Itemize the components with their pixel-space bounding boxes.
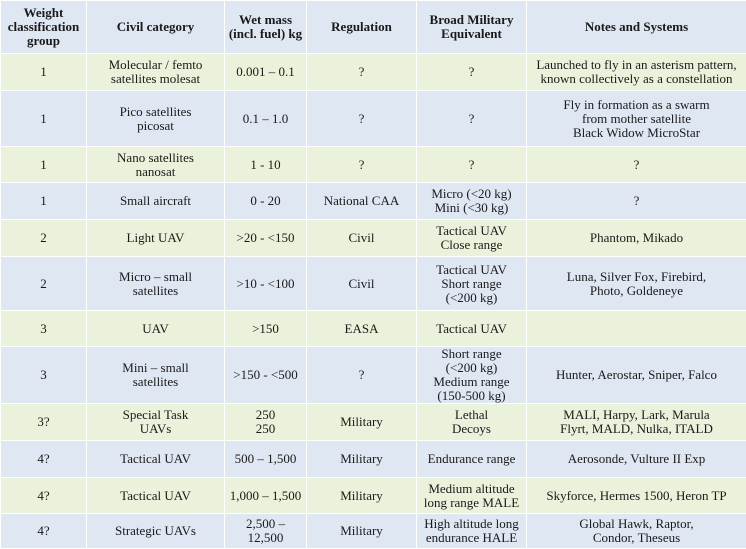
cell-military: Micro (<20 kg) Mini (<30 kg) <box>417 183 527 220</box>
cell-military: ? <box>417 147 527 183</box>
cell-military: Tactical UAV Close range <box>417 220 527 257</box>
cell-mass: 0.1 – 1.0 <box>225 91 307 147</box>
cell-regulation: Military <box>307 514 417 549</box>
cell-military: Tactical UAV <box>417 311 527 347</box>
cell-notes: Skyforce, Hermes 1500, Heron TP <box>527 478 746 514</box>
cell-group: 2 <box>1 257 87 311</box>
cell-mass: 1 - 10 <box>225 147 307 183</box>
table-row <box>1 311 746 347</box>
cell-category: UAV <box>87 311 225 347</box>
cell-group: 2 <box>1 220 87 257</box>
cell-group: 1 <box>1 91 87 147</box>
cell-mass: 250 250 <box>225 404 307 441</box>
cell-notes: Phantom, Mikado <box>527 220 746 257</box>
header-civil-category: Civil category <box>87 1 225 54</box>
cell-notes: Luna, Silver Fox, Firebird, Photo, Goldeneye <box>527 257 746 311</box>
cell-regulation: ? <box>307 91 417 147</box>
cell-mass: >10 - <100 <box>225 257 307 311</box>
cell-group: 1 <box>1 54 87 91</box>
cell-group: 1 <box>1 183 87 220</box>
cell-notes: ? <box>527 183 746 220</box>
header-military-equivalent: Broad Military Equivalent <box>417 1 527 54</box>
cell-mass: >20 - <150 <box>225 220 307 257</box>
cell-mass: 0 - 20 <box>225 183 307 220</box>
cell-military: Endurance range <box>417 441 527 478</box>
table-header <box>1 1 746 54</box>
cell-category: Tactical UAV <box>87 478 225 514</box>
header-row <box>1 1 746 54</box>
header-regulation: Regulation <box>307 1 417 54</box>
header-notes-systems: Notes and Systems <box>527 1 746 54</box>
cell-category: Small aircraft <box>87 183 225 220</box>
cell-category: Mini – small satellites <box>87 347 225 404</box>
cell-category: Micro – small satellites <box>87 257 225 311</box>
cell-regulation: National CAA <box>307 183 417 220</box>
cell-group: 4? <box>1 514 87 549</box>
cell-military: Tactical UAV Short range (<200 kg) <box>417 257 527 311</box>
cell-notes: Global Hawk, Raptor, Condor, Theseus <box>527 514 746 549</box>
table-row <box>1 257 746 311</box>
cell-regulation: ? <box>307 347 417 404</box>
cell-category: Pico satellites picosat <box>87 91 225 147</box>
cell-regulation: Civil <box>307 257 417 311</box>
table-row <box>1 91 746 147</box>
table-row <box>1 478 746 514</box>
table-row <box>1 404 746 441</box>
cell-mass: 0.001 – 0.1 <box>225 54 307 91</box>
cell-category: Molecular / femto satellites molesat <box>87 54 225 91</box>
cell-mass: >150 - <500 <box>225 347 307 404</box>
cell-category: Strategic UAVs <box>87 514 225 549</box>
cell-notes: Launched to fly in an asterism pattern, known collectively as a constellation <box>527 54 746 91</box>
cell-military: Lethal Decoys <box>417 404 527 441</box>
cell-group: 3 <box>1 347 87 404</box>
cell-category: Light UAV <box>87 220 225 257</box>
table-row <box>1 441 746 478</box>
cell-category: Special Task UAVs <box>87 404 225 441</box>
header-wet-mass: Wet mass (incl. fuel) kg <box>225 1 307 54</box>
cell-notes: MALI, Harpy, Lark, Marula Flyrt, MALD, Nulka, ITALD <box>527 404 746 441</box>
cell-mass: >150 <box>225 311 307 347</box>
cell-notes: ? <box>527 147 746 183</box>
table-row <box>1 514 746 549</box>
cell-group: 1 <box>1 147 87 183</box>
table-row <box>1 347 746 404</box>
header-weight-group: Weight classification group <box>1 1 87 54</box>
cell-group: 3 <box>1 311 87 347</box>
cell-regulation: Military <box>307 441 417 478</box>
cell-military: ? <box>417 91 527 147</box>
cell-military: ? <box>417 54 527 91</box>
cell-regulation: Civil <box>307 220 417 257</box>
table-body <box>1 54 746 549</box>
cell-notes: Fly in formation as a swarm from mother satellite Black Widow MicroStar <box>527 91 746 147</box>
cell-group: 4? <box>1 441 87 478</box>
cell-category: Nano satellites nanosat <box>87 147 225 183</box>
table-row <box>1 54 746 91</box>
cell-military: High altitude long endurance HALE <box>417 514 527 549</box>
cell-mass: 500 – 1,500 <box>225 441 307 478</box>
cell-category: Tactical UAV <box>87 441 225 478</box>
cell-regulation: Military <box>307 404 417 441</box>
cell-notes <box>527 311 746 347</box>
cell-regulation: ? <box>307 54 417 91</box>
cell-mass: 2,500 – 12,500 <box>225 514 307 549</box>
cell-regulation: EASA <box>307 311 417 347</box>
cell-group: 4? <box>1 478 87 514</box>
table-row <box>1 147 746 183</box>
cell-regulation: Military <box>307 478 417 514</box>
cell-regulation: ? <box>307 147 417 183</box>
cell-group: 3? <box>1 404 87 441</box>
cell-military: Medium altitude long range MALE <box>417 478 527 514</box>
cell-notes: Aerosonde, Vulture II Exp <box>527 441 746 478</box>
table-row <box>1 220 746 257</box>
table-row <box>1 183 746 220</box>
cell-mass: 1,000 – 1,500 <box>225 478 307 514</box>
cell-notes: Hunter, Aerostar, Sniper, Falco <box>527 347 746 404</box>
cell-military: Short range (<200 kg) Medium range (150-500 kg) <box>417 347 527 404</box>
